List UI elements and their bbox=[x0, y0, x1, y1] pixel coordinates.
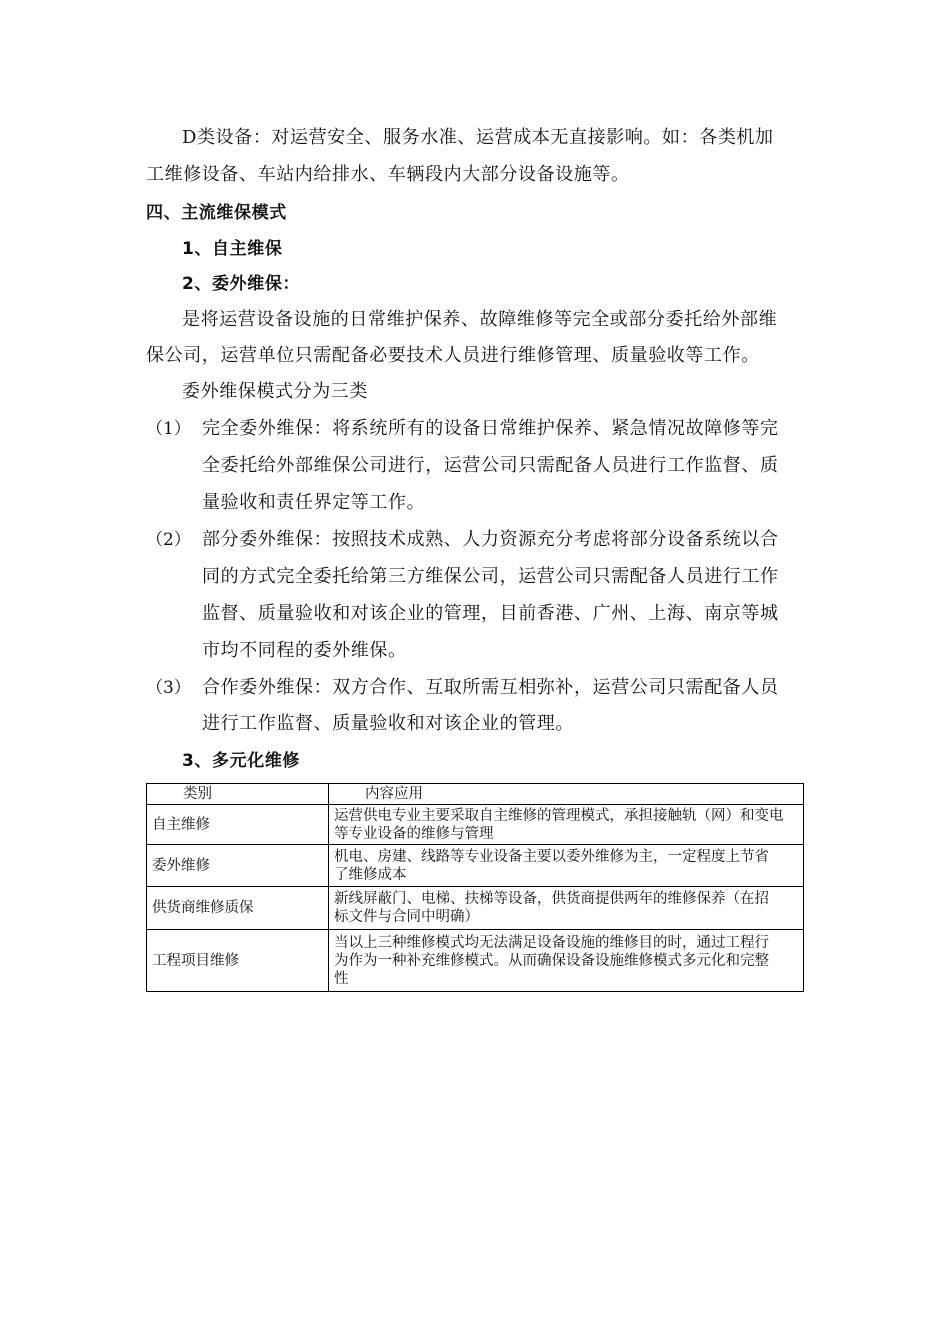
table-cell-category: 自主维修 bbox=[147, 805, 329, 845]
table-header-row bbox=[147, 784, 804, 805]
table-row bbox=[147, 805, 804, 845]
list-item-line: 部分委外维保：按照技术成熟、人力资源充分考虑将部分设备系统以合 bbox=[202, 529, 779, 550]
cropped-text-line bbox=[220, 996, 800, 1004]
content-line: 标文件与合同中明确） bbox=[334, 909, 479, 925]
paragraph-line: 是将运营设备设施的日常维护保养、故障维修等完全或部分委托给外部维 bbox=[182, 309, 778, 330]
subheading: 1、自主维保 bbox=[182, 239, 283, 259]
list-item-line: 量验收和责任界定等工作。 bbox=[202, 492, 426, 513]
list-item-line: 全委托给外部维保公司进行，运营公司只需配备人员进行工作监督、质 bbox=[202, 455, 779, 476]
content-line: 机电、房建、线路等专业设备主要以委外维修为主，一定程度上节省 bbox=[334, 848, 769, 865]
table-cell-content bbox=[329, 930, 804, 992]
list-item-line: 监督、质量验收和对该企业的管理，目前香港、广州、上海、南京等城 bbox=[202, 603, 779, 624]
list-item-line: 合作委外维保：双方合作、互取所需互相弥补，运营公司只需配备人员 bbox=[202, 677, 779, 698]
paragraph-line: 工维修设备、车站内给排水、车辆段内大部分设备设施等。 bbox=[146, 164, 630, 185]
table-cell-category: 供货商维修质保 bbox=[147, 887, 329, 930]
paragraph-line: D类设备：对运营安全、服务水准、运营成本无直接影响。如：各类机加 bbox=[182, 127, 774, 148]
paragraph-line: 委外维保模式分为三类 bbox=[182, 381, 368, 402]
content-line: 性 bbox=[334, 970, 349, 987]
content-line: 当以上三种维修模式均无法满足设备设施的维修目的时，通过工程行 bbox=[334, 934, 769, 951]
list-number: （1） bbox=[146, 419, 191, 439]
content-line: 了维修成本 bbox=[334, 866, 407, 883]
maintenance-table bbox=[146, 783, 804, 992]
table-header-cell: 类别 bbox=[147, 784, 329, 805]
list-number: （3） bbox=[146, 678, 191, 698]
content-line: 运营供电专业主要采取自主维修的管理模式，承担接触轨（网）和变电 bbox=[334, 807, 784, 824]
table-row bbox=[147, 930, 804, 992]
list-item-line: 同的方式完全委托给第三方维保公司，运营公司只需配备人员进行工作 bbox=[202, 566, 779, 587]
subheading: 3、多元化维修 bbox=[182, 751, 301, 771]
table-cell-category: 工程项目维修 bbox=[147, 930, 329, 992]
content-line: 新线屏蔽门、电梯、扶梯等设备，供货商提供两年的维修保养（在招 bbox=[334, 891, 769, 907]
table-cell-content bbox=[329, 845, 804, 887]
list-item-line: 市均不同程的委外维保。 bbox=[202, 640, 407, 661]
table-cell-category: 委外维修 bbox=[147, 845, 329, 887]
paragraph-line: 保公司，运营单位只需配备必要技术人员进行维修管理、质量验收等工作。 bbox=[146, 345, 760, 366]
list-number: （2） bbox=[146, 530, 191, 550]
table-cell-content bbox=[329, 805, 804, 845]
content-line: 为作为一种补充维修模式。从而确保设备设施维修模式多元化和完整 bbox=[334, 952, 769, 969]
subheading: 2、委外维保： bbox=[182, 274, 301, 294]
table-cell-content bbox=[329, 887, 804, 930]
list-item-line: 进行工作监督、质量验收和对该企业的管理。 bbox=[202, 713, 574, 734]
table-row bbox=[147, 887, 804, 930]
content-line: 等专业设备的维修与管理 bbox=[334, 825, 494, 842]
section-heading: 四、主流维保模式 bbox=[146, 203, 287, 223]
table-header-cell: 内容应用 bbox=[329, 784, 804, 805]
list-item-line: 完全委外维保：将系统所有的设备日常维护保养、紧急情况故障修等完 bbox=[202, 418, 779, 439]
table-row bbox=[147, 845, 804, 887]
